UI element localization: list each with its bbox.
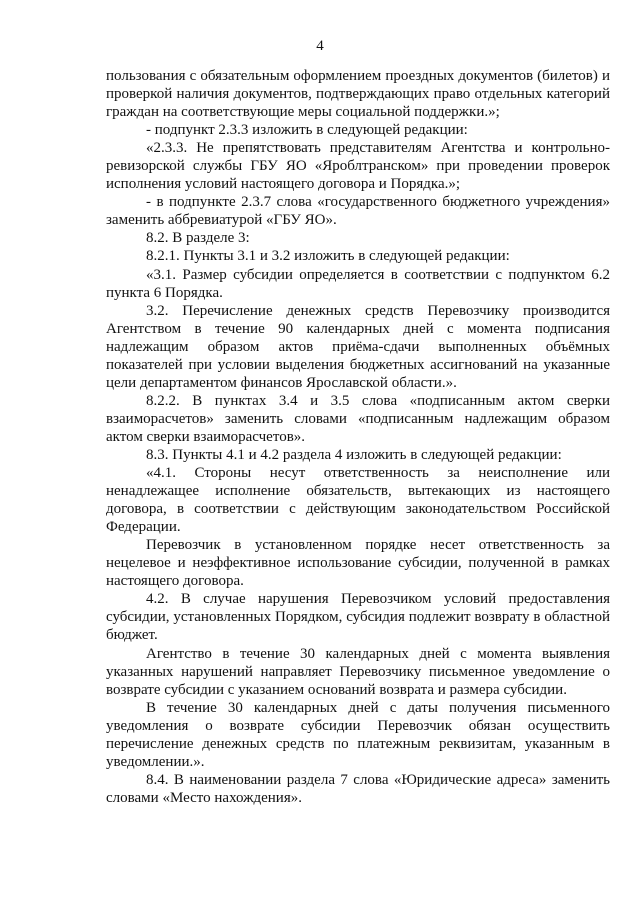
document-body <box>106 67 610 807</box>
paragraph-4-2: 4.2. В случае нарушения Перевозчиком условий предоставления субсидии, установленных Порядком, субсидия подлежит возврату в областной бюджет. <box>106 591 610 644</box>
page-number: 4 <box>316 38 324 54</box>
paragraph-8-2: 8.2. В разделе 3: <box>146 230 250 247</box>
paragraph-8-4: 8.4. В наименовании раздела 7 слова «Юридические адреса» заменить словами «Место нахождения». <box>106 771 610 806</box>
paragraph-subpoint-2-3-3-intro: - подпункт 2.3.3 изложить в следующей редакции: <box>146 122 468 139</box>
paragraph-8-3: 8.3. Пункты 4.1 и 4.2 раздела 4 изложить в следующей редакции: <box>146 446 562 463</box>
paragraph-agency-notice: Агентство в течение 30 календарных дней с момента выявления указанных нарушений направляет Перевозчику письменное уведомление о возврате субсидии с указанием оснований возврата и размера субсидии. <box>106 645 610 698</box>
paragraph-refund-deadline: В течение 30 календарных дней с даты получения письменного уведомления о возврате субсидии Перевозчик обязан осуществить перечисление денежных средств по платежным реквизитам, указанным в уведомлении.». <box>106 699 610 770</box>
paragraph-carrier-responsibility: Перевозчик в установленном порядке несет ответственность за нецелевое и неэффективное использование субсидии, полученной в рамках настоящего договора. <box>106 537 610 590</box>
paragraph-3-2: 3.2. Перечисление денежных средств Перевозчику производится Агентством в течение 90 календарных дней с момента подписания надлежащим образом актов приёма-сдачи выполненных объёмных показателей при условии выделения бюджетных ассигнований на указанные цели департаментом финансов Ярославской области.». <box>106 302 610 391</box>
paragraph-subpoint-2-3-3-text: «2.3.3. Не препятствовать представителям Агентства и контрольно-ревизорской службы ГБУ ЯО «Яроблтранском» при проведении проверок исполнения условий настоящего договора и Порядка.»; <box>106 140 610 193</box>
paragraph-4-1: «4.1. Стороны несут ответственность за неисполнение или ненадлежащее исполнение обязательств, вытекающих из настоящего договора, в соответствии с действующим законодательством Российской Федерации. <box>106 465 610 536</box>
paragraph-continuation: пользования с обязательным оформлением проездных документов (билетов) и проверкой наличия документов, подтверждающих право отдельных категорий граждан на соответствующие меры социальной поддержки.»; <box>106 68 610 121</box>
paragraph-8-2-1: 8.2.1. Пункты 3.1 и 3.2 изложить в следующей редакции: <box>146 248 510 265</box>
paragraph-3-1: «3.1. Размер субсидии определяется в соответствии с подпунктом 6.2 пункта 6 Порядка. <box>106 266 610 301</box>
paragraph-subpoint-2-3-7: - в подпункте 2.3.7 слова «государственного бюджетного учреждения» заменить аббревиатурой «ГБУ ЯО». <box>106 194 610 229</box>
paragraph-8-2-2: 8.2.2. В пунктах 3.4 и 3.5 слова «подписанным актом сверки взаиморасчетов» заменить словами «подписанным надлежащим образом актом сверки взаиморасчетов». <box>106 392 610 445</box>
